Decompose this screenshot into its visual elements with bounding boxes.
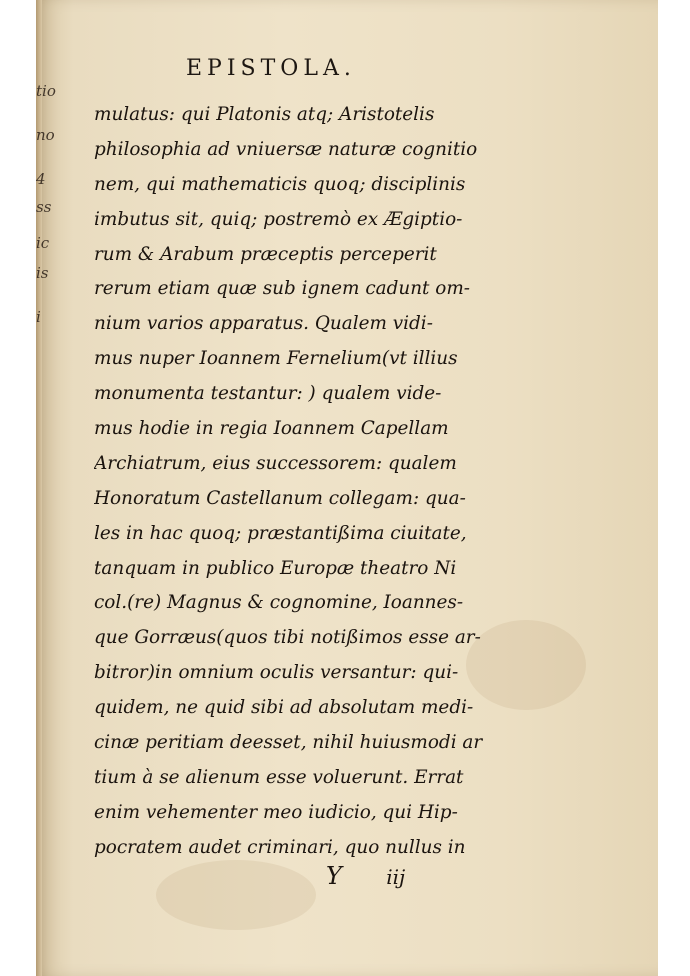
text-line: bitror)in omnium oculis versantur: qui- — [94, 662, 459, 684]
signature-line — [326, 862, 405, 890]
text-line: nium varios apparatus. Qualem vidi- — [94, 313, 433, 335]
text-line: mus nuper Ioannem Fernelium(vt illius — [94, 348, 458, 370]
text-line: monumenta testantur: ) qualem vide- — [94, 383, 442, 405]
margin-fragment: tio — [36, 82, 56, 100]
margin-fragment: ss — [36, 198, 52, 216]
book-page — [36, 0, 658, 976]
text-line: imbutus sit, quiq; postremò ex Ægiptio- — [94, 208, 463, 230]
text-line: cinæ peritiam deesset, nihil huiusmodi ar — [94, 732, 483, 754]
text-line: mus hodie in regia Ioannem Capellam — [94, 418, 449, 440]
text-line: quidem, ne quid sibi ad absolutam medi- — [94, 697, 474, 719]
gutter-edge — [36, 0, 42, 976]
body-text — [94, 98, 546, 866]
text-line: philosophia ad vniuersæ naturæ cognitio — [94, 138, 478, 160]
margin-fragment: 4 — [36, 170, 46, 188]
margin-fragment: i — [36, 308, 41, 326]
text-line: rerum etiam quæ sub ignem cadunt om- — [94, 278, 471, 300]
margin-fragment: ic — [36, 234, 50, 252]
text-line: pocratem audet criminari, quo nullus in — [94, 836, 466, 858]
signature-mark: Y — [326, 862, 342, 890]
text-line: enim vehementer meo iudicio, qui Hip- — [94, 801, 458, 823]
text-line: rum & Arabum præceptis perceperit — [94, 243, 437, 265]
signature-number: iij — [386, 865, 406, 889]
text-line: tanquam in publico Europæ theatro Ni — [94, 557, 457, 579]
running-header: EPISTOLA. — [186, 56, 356, 81]
margin-fragment: is — [36, 264, 49, 282]
text-line: Honoratum Castellanum collegam: qua- — [94, 487, 466, 509]
text-line: Archiatrum, eius successorem: qualem — [94, 452, 457, 474]
margin-fragment: no — [36, 126, 55, 144]
text-line: que Gorræus(quos tibi notißimos esse ar- — [94, 627, 481, 649]
text-line: tium à se alienum esse voluerunt. Errat — [94, 766, 464, 788]
text-line: les in hac quoq; præstantißima ciuitate, — [94, 522, 467, 544]
text-line: col.(re) Magnus & cognomine, Ioannes- — [94, 592, 464, 614]
paper-stain — [156, 860, 316, 930]
text-line: mulatus: qui Platonis atq; Aristotelis — [94, 104, 435, 125]
text-line: nem, qui mathematicis quoq; disciplinis — [94, 173, 466, 195]
